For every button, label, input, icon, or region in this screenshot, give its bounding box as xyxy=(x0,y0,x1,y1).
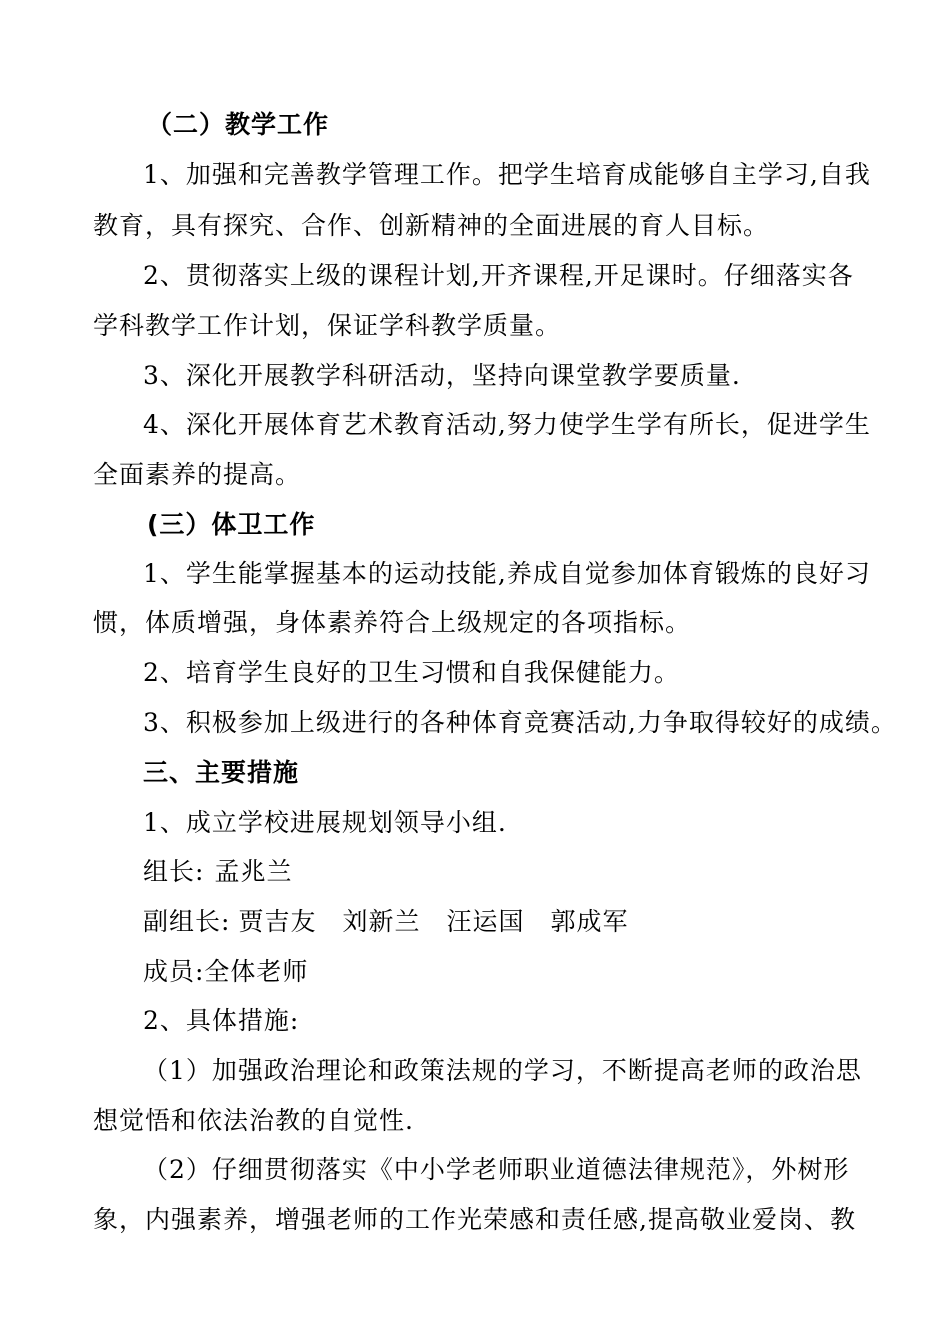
leader-line xyxy=(143,855,292,889)
specific-measure-1-line-2: 想觉悟和依法治教的自觉性. xyxy=(93,1106,414,1135)
deputy-name: 刘新兰 xyxy=(342,907,421,936)
specific-measure-2-line-1: （2）仔细贯彻落实《中小学老师职业道德法律规范》，外树形 xyxy=(143,1155,850,1184)
pe-item-3: 3、积极参加上级进行的各种体育竞赛活动,力争取得较好的成绩。 xyxy=(143,708,897,737)
teaching-item-2-line-2: 学科教学工作计划，保证学科教学质量。 xyxy=(93,311,562,340)
specific-measure-1-line-1: （1）加强政治理论和政策法规的学习，不断提高老师的政治思 xyxy=(143,1056,862,1085)
deputy-name: 郭成军 xyxy=(550,907,629,936)
pe-item-1-line-1: 1、学生能掌握基本的运动技能,养成自觉参加体育锻炼的良好习 xyxy=(143,559,871,588)
teaching-item-1-line-2: 教育，具有探究、合作、创新精神的全面进展的育人目标。 xyxy=(93,211,770,240)
members-line: 成员:全体老师 xyxy=(143,957,309,986)
measure-1: 1、成立学校进展规划领导小组. xyxy=(143,808,507,837)
deputy-leaders-line xyxy=(143,905,629,939)
teaching-item-2-line-1: 2、贯彻落实上级的课程计划,开齐课程,开足课时。仔细落实各 xyxy=(143,261,854,290)
pe-item-1-line-2: 惯，体质增强，身体素养符合上级规定的各项指标。 xyxy=(93,608,692,637)
measure-2: 2、具体措施: xyxy=(143,1006,300,1035)
heading-teaching: （二）教学工作 xyxy=(147,110,330,139)
leader-name: 孟兆兰 xyxy=(214,857,293,886)
deputy-label: 副组长: xyxy=(143,907,231,936)
heading-pe-health: (三）体卫工作 xyxy=(147,510,316,539)
leader-label: 组长: xyxy=(143,857,205,886)
teaching-item-4-line-1: 4、深化开展体育艺术教育活动,努力使学生学有所长，促进学生 xyxy=(143,410,871,439)
teaching-item-1-line-1: 1、加强和完善教学管理工作。把学生培育成能够自主学习,自我 xyxy=(143,160,871,189)
teaching-item-3: 3、深化开展教学科研活动，坚持向课堂教学要质量. xyxy=(143,361,741,390)
specific-measure-2-line-2: 象，内强素养，增强老师的工作光荣感和责任感,提高敬业爱岗、教 xyxy=(93,1205,856,1234)
deputy-name: 贾吉友 xyxy=(238,907,317,936)
heading-main-measures: 三、主要措施 xyxy=(143,758,300,787)
pe-item-2: 2、培育学生良好的卫生习惯和自我保健能力。 xyxy=(143,658,680,687)
teaching-item-4-line-2: 全面素养的提高。 xyxy=(93,460,302,489)
deputy-name: 汪运国 xyxy=(446,907,525,936)
